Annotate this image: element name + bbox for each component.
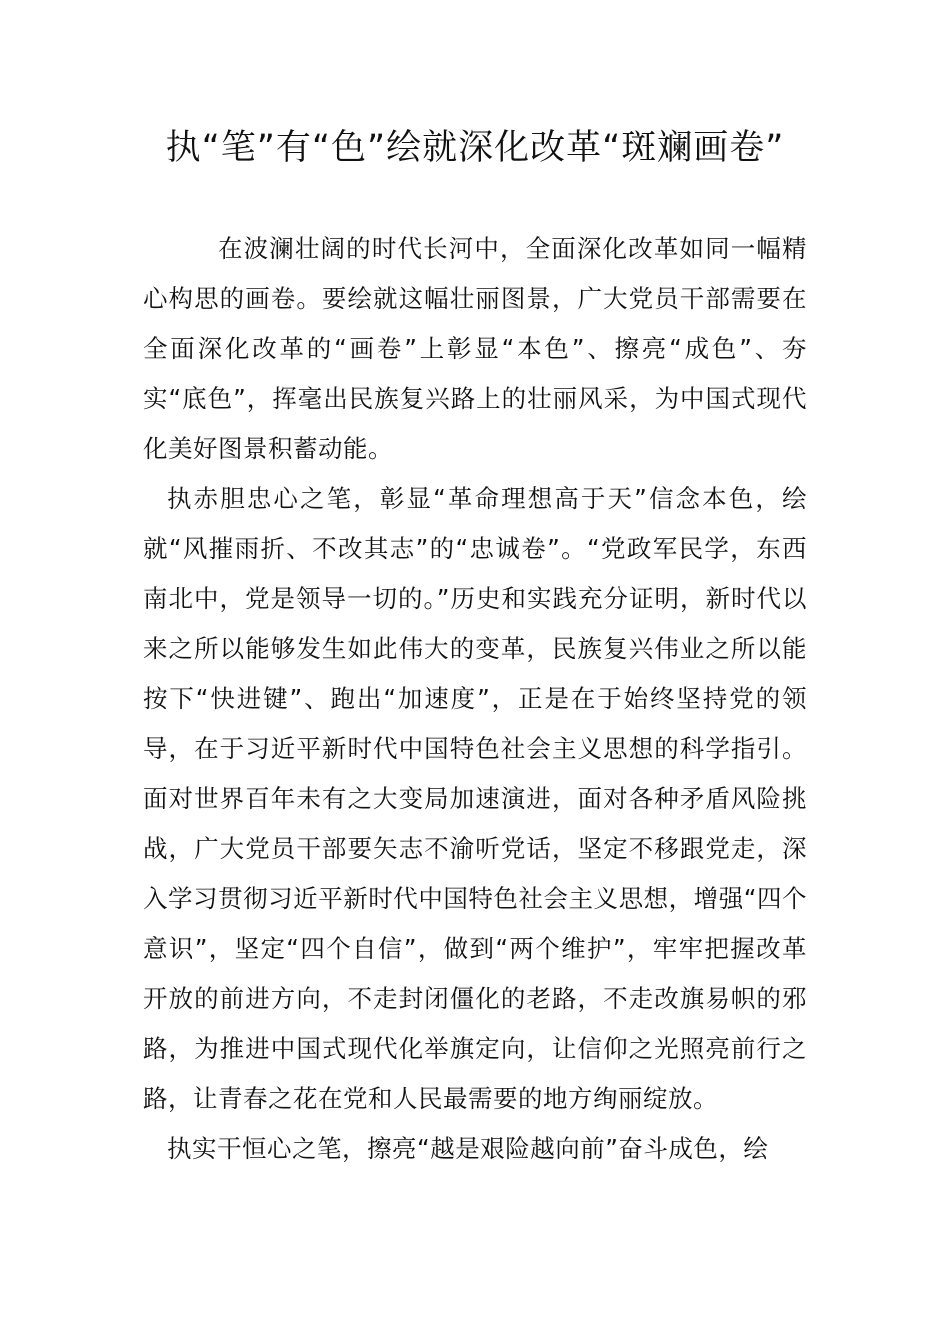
paragraph-hard-work: 执实干恒心之笔，擦亮“越是艰险越向前”奋斗成色，绘 xyxy=(167,1134,769,1163)
paragraph-intro: 在波澜壮阔的时代长河中，全面深化改革如同一幅精心构思的画卷。要绘就这幅壮丽图景，广大党员干部需要在全面深化改革的“画卷”上彰显“本色”、擦亮“成色”、夯实“底色”，挥毫出民族复兴路上的壮丽风采，为中国式现代化美好图景积蓄动能。 xyxy=(143,234,807,463)
paragraph-loyalty: 执赤胆忠心之笔，彰显“革命理想高于天”信念本色，绘就“风摧雨折、不改其志”的“忠诚卷”。“党政军民学，东西南北中，党是领导一切的。”历史和实践充分证明，新时代以来之所以能够发生如此伟大的变革，民族复兴伟业之所以能按下“快进键”、跑出“加速度”，正是在于始终坚持党的领导，在于习近平新时代中国特色社会主义思想的科学指引。面对世界百年未有之大变局加速演进，面对各种矛盾风险挑战，广大党员干部要矢志不渝听党话，坚定不移跟党走，深入学习贯彻习近平新时代中国特色社会主义思想，增强“四个意识”，坚定“四个自信”，做到“两个维护”，牢牢把握改革开放的前进方向，不走封闭僵化的老路，不走改旗易帜的邪路，为推进中国式现代化举旗定向，让信仰之光照亮前行之路，让青春之花在党和人民最需要的地方绚丽绽放。 xyxy=(143,484,807,1113)
document-title: 执“笔”有“色”绘就深化改革“斑斓画卷” xyxy=(165,128,785,168)
document-body xyxy=(143,224,807,1174)
